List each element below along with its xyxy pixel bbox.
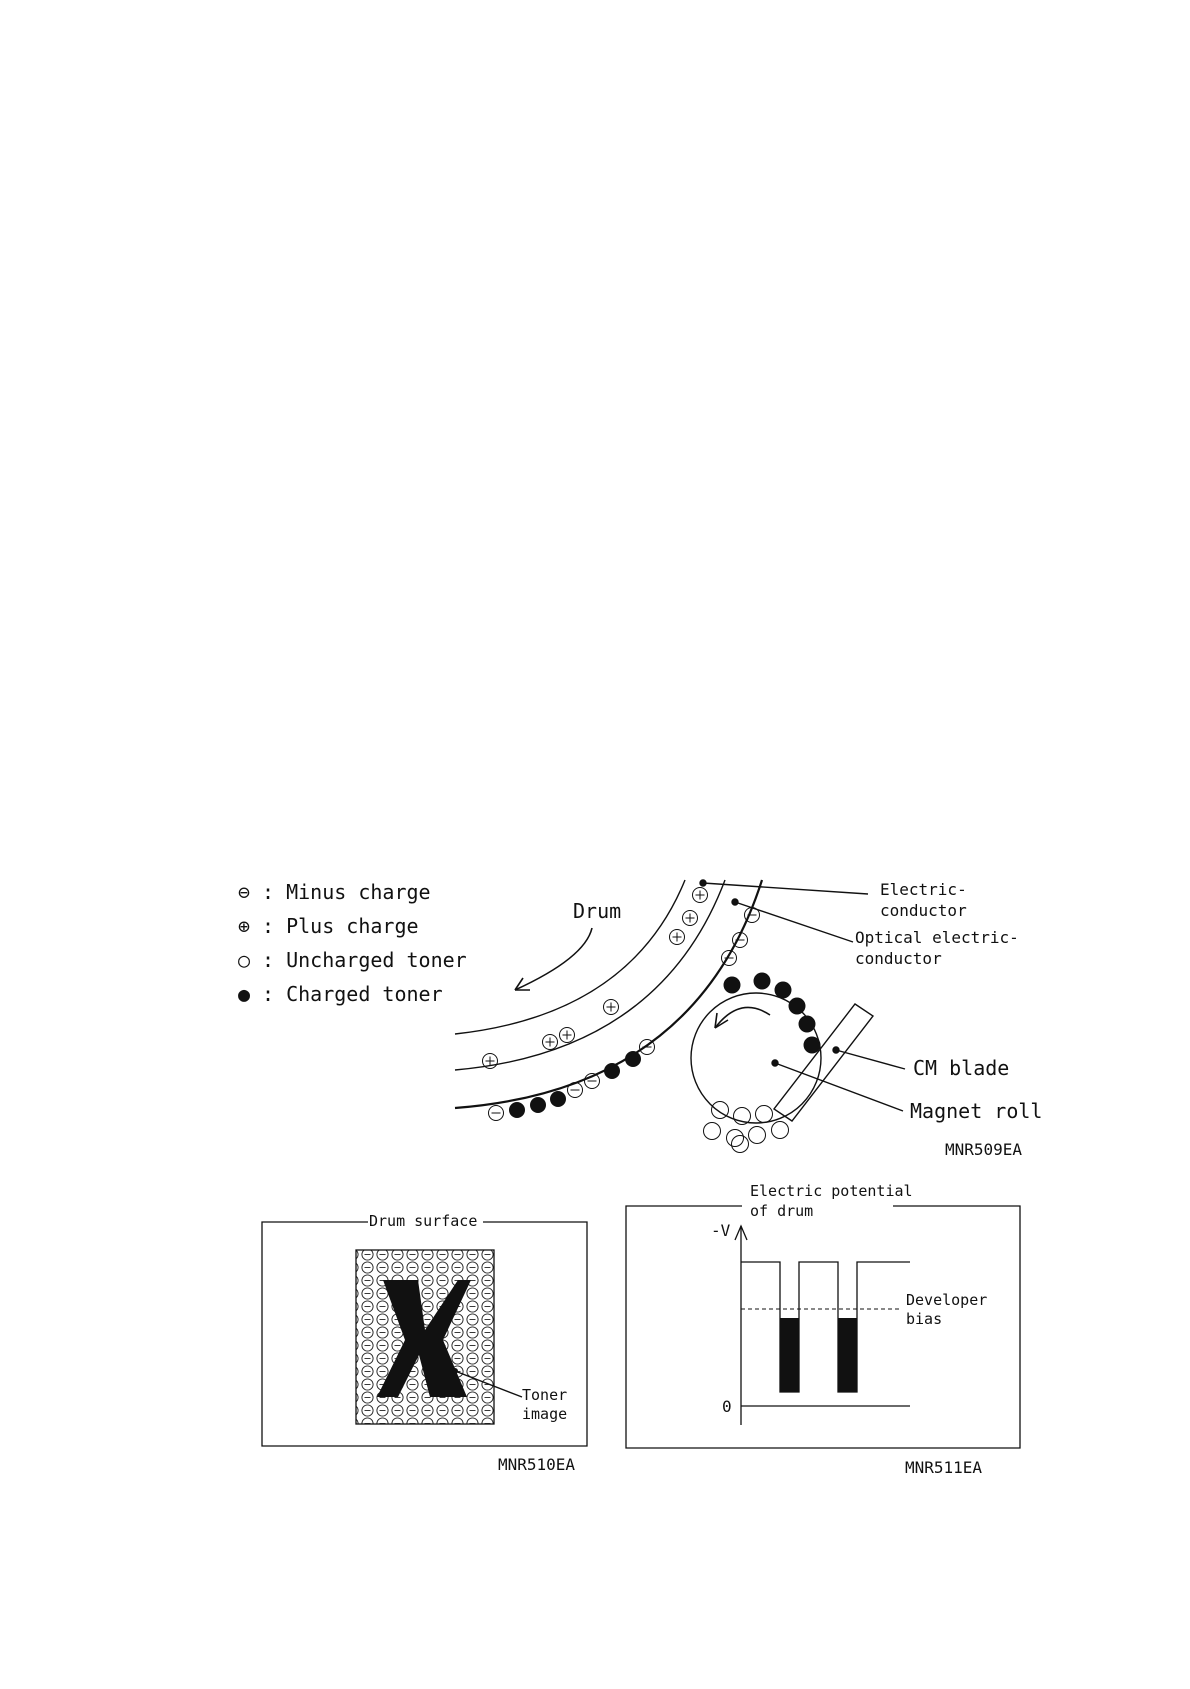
potential-figure xyxy=(626,1182,1020,1477)
y-axis-top-label: -V xyxy=(711,1221,731,1240)
drum-surface-title: Drum surface xyxy=(369,1212,478,1230)
figure3-code: MNR511EA xyxy=(905,1458,983,1477)
minus-charge xyxy=(640,1040,655,1055)
plus-charge-label: : Plus charge xyxy=(262,914,419,938)
minus-charge-label: : Minus charge xyxy=(262,880,431,904)
potential-profile xyxy=(741,1262,910,1392)
minus-charge xyxy=(489,1106,504,1121)
charged-toner xyxy=(509,1102,525,1118)
y-axis-zero-label: 0 xyxy=(722,1397,732,1416)
magnet-roll-label: Magnet roll xyxy=(910,1099,1043,1123)
uncharged-toner-particle xyxy=(749,1127,766,1144)
charged-toner xyxy=(604,1063,620,1079)
figure1-code: MNR509EA xyxy=(945,1140,1023,1159)
toner-deposit-1 xyxy=(780,1318,799,1392)
plus-charge xyxy=(560,1028,575,1043)
charged-toner-label: : Charged toner xyxy=(262,982,443,1006)
legend xyxy=(238,880,467,1006)
plus-charge-symbol: ⊕ xyxy=(238,914,251,938)
charged-toner-symbol: ● xyxy=(238,982,251,1006)
electric-conductor-label-1: Electric- xyxy=(880,880,967,899)
toner-image-label-1: Toner xyxy=(522,1386,568,1404)
plus-charge xyxy=(604,1000,619,1015)
potential-title-1: Electric potential xyxy=(750,1182,913,1200)
plus-charge xyxy=(543,1035,558,1050)
plus-charge xyxy=(683,911,698,926)
optical-conductor-label-2: conductor xyxy=(855,949,942,968)
uncharged-toner-particle xyxy=(756,1106,773,1123)
developer-bias-label-1: Developer xyxy=(906,1291,988,1309)
charged-toner xyxy=(625,1051,641,1067)
charged-toner xyxy=(530,1097,546,1113)
uncharged-toner-particle xyxy=(727,1130,744,1147)
cm-blade-label: CM blade xyxy=(913,1056,1010,1080)
toner-image-label-2: image xyxy=(522,1405,568,1423)
uncharged-toner-particle xyxy=(712,1102,729,1119)
potential-frame xyxy=(626,1206,1020,1448)
plus-charge xyxy=(693,888,708,903)
drum-label: Drum xyxy=(573,899,622,923)
plus-charge xyxy=(670,930,685,945)
leader-lines xyxy=(700,880,905,1111)
electric-conductor-label-2: conductor xyxy=(880,901,967,920)
uncharged-toner-symbol: ○ xyxy=(238,948,251,972)
charged-toner xyxy=(789,998,806,1015)
toner-deposit-2 xyxy=(838,1318,857,1392)
cm-blade xyxy=(774,1004,873,1121)
minus-charge-symbol: ⊖ xyxy=(238,880,251,904)
uncharged-toner-particle xyxy=(772,1122,789,1139)
charged-toner xyxy=(754,973,771,990)
charged-toner-on-roll xyxy=(724,973,821,1054)
uncharged-toner-particle xyxy=(704,1123,721,1140)
magnet-roll-rotation-arrow xyxy=(715,1007,770,1028)
minus-charge xyxy=(722,951,737,966)
charged-toner xyxy=(724,977,741,994)
drum-rotation-arrow xyxy=(515,928,592,990)
charged-toner xyxy=(775,982,792,999)
charged-toner xyxy=(799,1016,816,1033)
developer-bias-label-2: bias xyxy=(906,1310,943,1328)
optical-conductor-label-1: Optical electric- xyxy=(855,928,1019,947)
minus-charge xyxy=(568,1083,583,1098)
toner-image-leader-dot xyxy=(452,1368,458,1374)
drum-surface-figure xyxy=(262,1212,587,1474)
charged-toner xyxy=(550,1091,566,1107)
uncharged-toner-label: : Uncharged toner xyxy=(262,948,467,972)
potential-title-2: of drum xyxy=(750,1202,814,1220)
uncharged-toner-particle xyxy=(732,1136,749,1153)
figure2-code: MNR510EA xyxy=(498,1455,576,1474)
